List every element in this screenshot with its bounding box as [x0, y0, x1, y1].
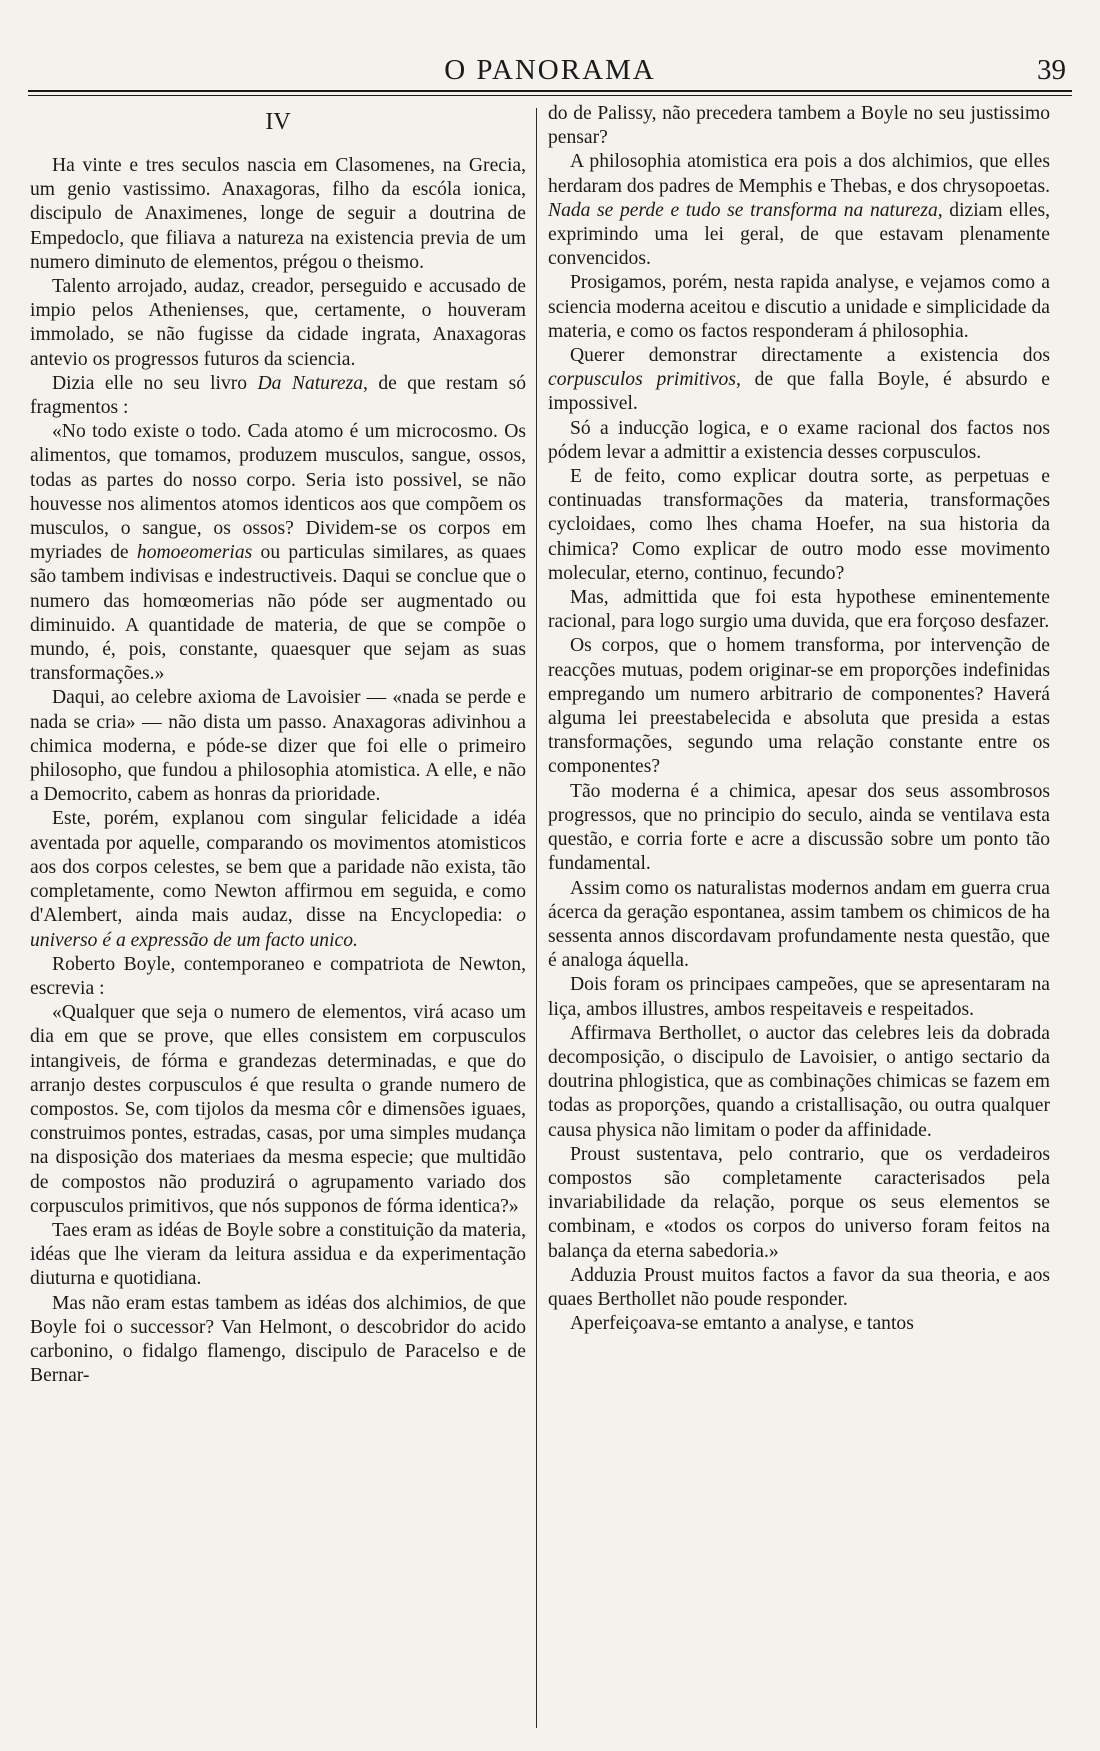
paragraph: Os corpos, que o homem transforma, por intervenção de reacções mutuas, podem originar-se em proporções indefinidas empregando um numero arbitrario de componentes? Haverá alguma lei preestabelecida e absoluta que presida a estas transformações, segundo uma relação constante entre os componentes? [548, 635, 1050, 778]
paragraph: Talento arrojado, audaz, creador, perseguido e accusado de impio pelos Athenienses, que, certamente, o houveram immolado, se não fugisse da cidade ingrata, Anaxagoras antevio os progressos futuros da sciencia. [30, 276, 526, 370]
paragraph: Prosigamos, porém, nesta rapida analyse, e vejamos como a sciencia moderna aceitou e discutio a unidade e simplicidade da materia, e como os factos responderam á philosophia. [548, 272, 1050, 342]
paragraph: Aperfeiçoava-se emtanto a analyse, e tantos [570, 1313, 914, 1335]
text-run: «No todo existe o todo. Cada atomo é um microcosmo. Os alimentos, que tomamos, produzem musculos, sangue, ossos, todas as partes do nosso corpo. Seria isto possivel, se não houvesse nos alimentos atomos identicos aos que compõem os musculos, o sangue, os ossos? Dividem-se os corpos em myriades de [30, 421, 526, 564]
paragraph [30, 372, 526, 420]
paragraph: Tão moderna é a chimica, apesar dos seus assombrosos progressos, que no principio do seculo, ainda se ventilava esta questão, e corria forte e acre a discussão sobre um ponto tão fundamental. [548, 780, 1050, 875]
page-header [28, 50, 1072, 94]
italic-quote: Nada se perde e tudo se transforma na natureza, [548, 199, 943, 221]
text-run: ou particulas similares, as quaes são tambem indivisas e indestructiveis. Daqui se conclue que o numero das homœomerias não póde ser augmentado ou diminuido. A quantidade de materia, de que se compõe o mundo, é, pois, constante, quaesquer que sejam as suas transformações.» [30, 542, 526, 685]
paragraph: Affirmava Berthollet, o auctor das celebres leis da dobrada decomposição, o discipulo de Lavoisier, o antigo sectario da doutrina phlogistica, que as combinações chimicas se fazem em todas as proporções, quando a cristallisação, ou outra qualquer causa physica não limitam o poder da affinidade. [548, 1022, 1050, 1141]
paragraph [548, 344, 1050, 417]
book-title: Da Natureza [257, 372, 363, 394]
right-column [548, 102, 1050, 1336]
page-number: 39 [1037, 54, 1066, 86]
paragraph [548, 150, 1050, 271]
text-run: Este, porém, explanou com singular felicidade a idéa aventada por aquelle, comparando os movimentos atomisticos aos dos corpos celestes, se bem que a paridade não exista, tão completamente, como Newton affirmou em seguida, e como d'Alembert, ainda mais audaz, disse na Encyclopedia: [30, 808, 526, 927]
header-rule-thick [28, 90, 1072, 92]
paragraph: Adduzia Proust muitos factos a favor da sua theoria, e aos quaes Berthollet não poude responder. [548, 1264, 1050, 1310]
paragraph: Taes eram as idéas de Boyle sobre a constituição da materia, idéas que lhe vieram da leitura assidua e da experimentação diuturna e quotidiana. [30, 1219, 526, 1290]
paragraph: Roberto Boyle, contemporaneo e compatriota de Newton, escrevia : [30, 953, 526, 999]
section-heading: IV [265, 109, 291, 135]
paragraph: Dois foram os principaes campeões, que se apresentaram na liça, ambos illustres, ambos respeitaveis e respeitados. [548, 974, 1050, 1020]
paragraph: do de Palissy, não precedera tambem a Boyle no seu justissimo pensar? [548, 103, 1050, 149]
text-run: A philosophia atomistica era pois a dos alchimios, que elles herdaram dos padres de Memphis e Thebas, e dos chrysopoetas. [548, 151, 1050, 197]
column-divider [536, 108, 537, 1728]
paragraph: Mas não eram estas tambem as idéas dos alchimios, de que Boyle foi o successor? Van Helmont, o descobridor do acido carbonino, o fidalgo flamengo, discipulo de Paracelso e de Bernar- [30, 1292, 526, 1387]
text-run: Querer demonstrar directamente a existencia dos [570, 345, 1050, 367]
text-run: de que falla Boyle, é absurdo e impossivel. [548, 369, 1050, 415]
italic-term: corpusculos primitivos, [548, 369, 741, 391]
italic-term: homoeomerias [136, 542, 253, 564]
left-column [30, 102, 526, 1388]
paragraph: Só a inducção logica, e o exame racional dos factos nos pódem levar a admittir a existencia desses corpusculos. [548, 417, 1050, 463]
paragraph: Proust sustentava, pelo contrario, que os verdadeiros compostos são completamente caracterisados pela invariabilidade da relação, porque os seus elementos se combinam, e «todos os corpos do universo foram feitos na balança da eterna sabedoria.» [548, 1143, 1050, 1262]
header-rule-thin [28, 95, 1072, 96]
paragraph: E de feito, como explicar doutra sorte, as perpetuas e continuadas transformações da materia, transformações cycloidaes, como lhes chama Hoefer, na sua historia da chimica? Como explicar de outro modo esse movimento molecular, eterno, continuo, fecundo? [548, 466, 1050, 584]
paragraph: Assim como os naturalistas modernos andam em guerra crua ácerca da geração espontanea, assim tambem os chimicos de ha sessenta annos discordavam profundamente nesta questão, que é analoga áquella. [548, 877, 1050, 972]
quote-paragraph: «Qualquer que seja o numero de elementos, virá acaso um dia em que se prove, que elles consistem em corpusculos intangiveis, de fórma e grandezas determinadas, e que do arranjo destes corpusculos é que resulta o grande numero de compostos. Se, com tijolos da mesma côr e dimensões iguaes, construimos pontes, estradas, casas, por uma simples mudança na disposição dos materiaes da mesma especie; que multidão de compostos não produzirá o agrupamento variado dos corpusculos primitivos, que nós supponos de fórma identica?» [30, 1002, 526, 1217]
text-run: Dizia elle no seu livro [52, 372, 258, 394]
paragraph [30, 807, 526, 952]
text-run: , de que restam só fragmentos : [30, 372, 526, 419]
paragraph: Mas, admittida que foi esta hypothese eminentemente racional, para logo surgio uma duvida, que era forçoso desfazer. [548, 587, 1050, 633]
quote-paragraph [30, 420, 526, 686]
italic-quote: o universo é a expressão de um facto unico. [30, 905, 526, 951]
paragraph: Daqui, ao celebre axioma de Lavoisier — «nada se perde e nada se cria» — não dista um passo. Anaxagoras adivinhou a chimica moderna, e póde-se dizer que foi elle o primeiro philosopho, que fundou a philosophia atomistica. A elle, e não a Democrito, cabem as honras da prioridade. [30, 687, 526, 806]
paragraph: Ha vinte e tres seculos nascia em Clasomenes, na Grecia, um genio vastissimo. Anaxagoras, filho da escóla ionica, discipulo de Anaximenes, longe de seguir a doutrina de Empedoclo, que filiava a natureza na existencia previa de um numero diminuto de elementos, prégou o theismo. [30, 155, 526, 273]
text-run: diziam elles, exprimindo uma lei geral, de que estavam plenamente convencidos. [548, 199, 1050, 270]
page-title: O PANORAMA [444, 54, 656, 86]
